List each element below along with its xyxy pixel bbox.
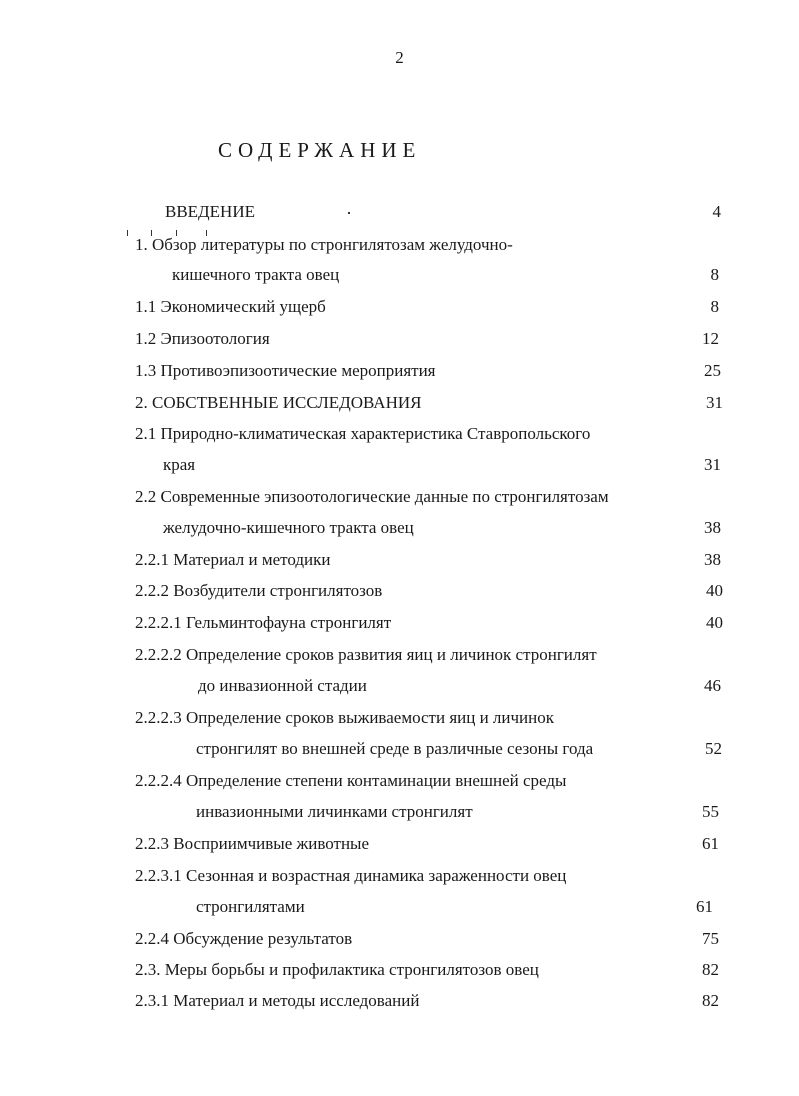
toc-entry-text: инвазионными личинками стронгилят: [196, 802, 473, 821]
toc-entry-page: 40: [706, 581, 723, 600]
toc-entry-page: 38: [704, 550, 721, 569]
toc-entry-page: 55: [702, 802, 719, 821]
toc-entry-text: желудочно-кишечного тракта овец: [163, 518, 414, 537]
toc-entry-page: 46: [704, 676, 721, 695]
toc-entry-page: 61: [696, 897, 713, 916]
toc-entry-text: 2.1 Природно-климатическая характеристика Ставропольского: [135, 424, 591, 443]
toc-entry-text: 2.2.2.4 Определение степени контаминации внешней среды: [135, 771, 567, 790]
toc-entry-text: 2.2.2.3 Определение сроков выживаемости яиц и личинок: [135, 708, 555, 727]
toc-entry-text: кишечного тракта овец: [172, 265, 340, 284]
page-number: 2: [395, 48, 404, 67]
toc-entry-text: до инвазионной стадии: [198, 676, 367, 695]
toc-entry-page: 82: [702, 960, 719, 979]
toc-entry-page: 38: [704, 518, 721, 537]
page-title: СОДЕРЖАНИЕ: [218, 138, 422, 162]
toc-entry-text: 2.2.2 Возбудители стронгилятозов: [135, 581, 383, 600]
toc-entry-page: 12: [702, 329, 719, 348]
toc-entry-page: 82: [702, 991, 719, 1010]
toc-entry-page: 31: [706, 393, 723, 412]
toc-entry-text: 1.2 Эпизоотология: [135, 329, 270, 348]
toc-entry-text: 2.2.2.1 Гельминтофауна стронгилят: [135, 613, 392, 632]
toc-entry-text: стронгилятами: [196, 897, 305, 916]
toc-entry-page: 61: [702, 834, 719, 853]
toc-entry-page: 8: [710, 265, 719, 284]
toc-entry-page: 40: [706, 613, 723, 632]
toc-entry-text: 1.3 Противоэпизоотические мероприятия: [135, 361, 436, 380]
toc-entry-text: 2. СОБСТВЕННЫЕ ИССЛЕДОВАНИЯ: [135, 393, 422, 412]
toc-entry-page: 8: [710, 297, 719, 316]
toc-entry-text: 1.1 Экономический ущерб: [135, 297, 326, 316]
toc-entry-text: 2.2.1 Материал и методики: [135, 550, 331, 569]
toc-entry-text: 1. Обзор литературы по стронгилятозам желудочно-: [135, 235, 513, 254]
toc-entry-page: 75: [702, 929, 719, 948]
toc-entry-text: края: [163, 455, 196, 474]
toc-entry-text: 2.2 Современные эпизоотологические данные по стронгилятозам: [135, 487, 609, 506]
toc-entry-page: 4: [712, 202, 721, 221]
toc-entry-text: 2.2.2.2 Определение сроков развития яиц и личинок стронгилят: [135, 645, 597, 664]
toc-entry-page: 25: [704, 361, 721, 380]
toc-entry-text: ВВЕДЕНИЕ: [165, 202, 255, 221]
toc-entry-text: 2.2.3 Восприимчивые животные: [135, 834, 370, 853]
toc-entry-text: стронгилят во внешней среде в различные сезоны года: [196, 739, 594, 758]
toc-entry-page: 52: [705, 739, 722, 758]
toc-entry-text: 2.2.3.1 Сезонная и возрастная динамика зараженности овец: [135, 866, 567, 885]
toc-entry-text: 2.3.1 Материал и методы исследований: [135, 991, 420, 1010]
toc-entry-page: 31: [704, 455, 721, 474]
toc-entry-text: 2.3. Меры борьбы и профилактика стронгилятозов овец: [135, 960, 539, 979]
toc-entry-text: 2.2.4 Обсуждение результатов: [135, 929, 353, 948]
